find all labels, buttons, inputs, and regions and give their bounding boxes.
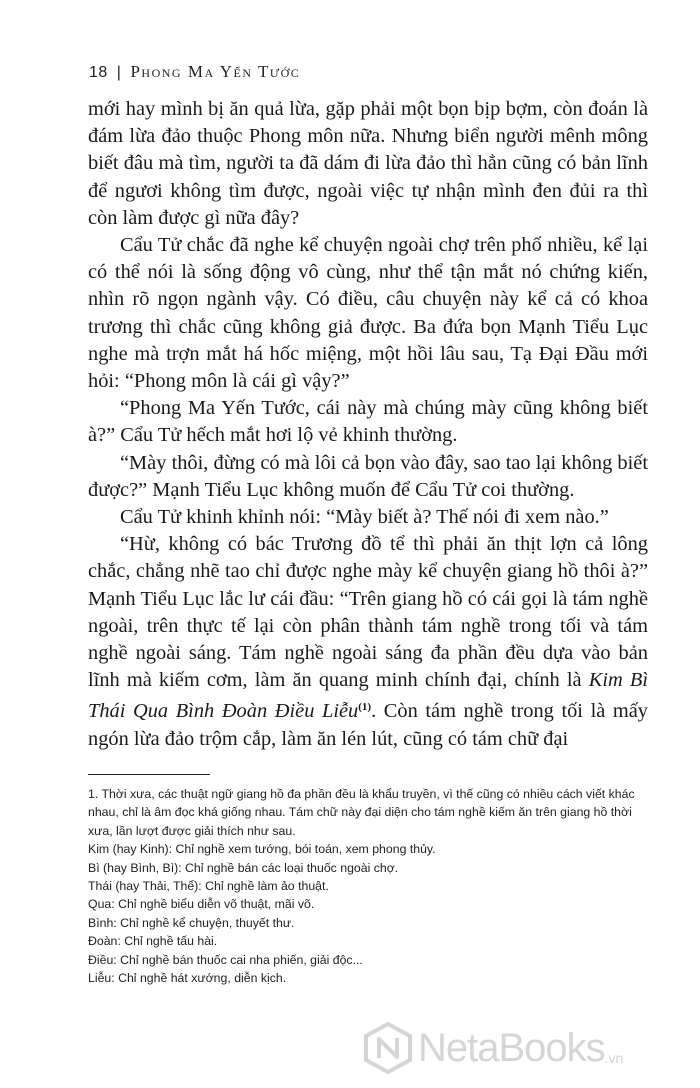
footnote-rule <box>88 774 210 775</box>
footnote-line: Thái (hay Thải, Thể): Chỉ nghề làm ảo thuật. <box>88 879 329 894</box>
paragraph-3: “Phong Ma Yến Tước, cái này mà chúng mày cũng không biết à?” Cẩu Tử hếch mắt hơi lộ vẻ khinh thường. <box>88 397 648 447</box>
netabooks-logo-icon <box>362 1022 414 1074</box>
page-number: 18 <box>89 64 108 81</box>
header-separator: | <box>116 64 122 81</box>
watermark-tld: .vn <box>604 1050 624 1066</box>
paragraph-4: “Mày thôi, đừng có mà lôi cả bọn vào đây, sao tao lại không biết được?” Mạnh Tiểu Lục không muốn để Cẩu Tử coi thường. <box>88 451 648 501</box>
footnote-line: Điều: Chỉ nghề bán thuốc cai nha phiến, giải độc... <box>88 952 363 967</box>
body-text <box>88 96 648 753</box>
watermark-brand: NetaBooks <box>418 1025 605 1070</box>
footnote-line: Bình: Chỉ nghề kể chuyện, thuyết thư. <box>88 915 295 930</box>
paragraph-5: Cẩu Tử khinh khỉnh nói: “Mày biết à? Thế nói đi xem nào.” <box>120 506 609 529</box>
running-header <box>89 62 300 82</box>
footnotes <box>88 785 648 987</box>
footnote-line: Kim (hay Kinh): Chỉ nghề xem tướng, bói toán, xem phong thủy. <box>88 842 436 857</box>
paragraph-6 <box>88 531 648 753</box>
paragraph-1: mới hay mình bị ăn quả lừa, gặp phải một bọn bịp bợm, còn đoán là đám lừa đảo thuộc Phong môn nữa. Nhưng biển người mênh mông biết đâu mà tìm, người ta đã dám đi lừa đảo thì hẳn cũng có bản lĩnh để ngươi không tìm được, ngoài việc tự nhận mình đen đủi ra thì còn làm được gì nữa đây? <box>88 98 648 229</box>
book-title: Phong Ma Yến Tước <box>130 62 301 81</box>
footnote-line: Qua: Chỉ nghề biểu diễn võ thuật, mãi võ. <box>88 897 315 912</box>
italic-term: Kim Bì Thái Qua Bình Đoàn Điều Liễu <box>88 669 648 723</box>
paragraph-6-end: . Còn tám nghề trong tối là mấy ngón lừa đảo trộm cắp, làm ăn lén lút, cũng có tám chữ đại <box>88 700 648 750</box>
footnote-ref: (1) <box>358 701 372 714</box>
paragraph-6-start: “Hừ, không có bác Trương đồ tể thì phải ăn thịt lợn cả lông chắc, chẳng nhẽ tao chỉ được nghe mày kể chuyện giang hồ thôi à?” Mạnh Tiểu Lục lắc lư cái đầu: “Trên giang hồ có cái gọi là tám nghề ngoài, trên thực tế lại còn phân thành tám nghề trong tối và tám nghề ngoài sáng. Tám nghề ngoài sáng đa phần đều dựa vào bản lĩnh mà kiếm cơm, làm ăn quang minh chính đại, chính là <box>88 533 648 692</box>
footnote-line: Bì (hay Bình, Bì): Chỉ nghề bán các loại thuốc ngoài chợ. <box>88 860 399 875</box>
watermark <box>362 1020 692 1076</box>
footnote-line: Liễu: Chỉ nghề hát xướng, diễn kịch. <box>88 971 287 986</box>
footnote-line: Đoàn: Chỉ nghề tấu hài. <box>88 934 218 949</box>
footnote-line: 1. Thời xưa, các thuật ngữ giang hồ đa phần đều là khẩu truyền, vì thế cũng có nhiều cách viết khác nhau, chỉ là âm đọc khá giống nhau. Tám chữ này đại diện cho tám nghề kiếm ăn trên giang hồ thời xưa, lần lượt được giải thích như sau. <box>88 787 635 838</box>
paragraph-2: Cẩu Tử chắc đã nghe kể chuyện ngoài chợ trên phố nhiều, kể lại có thể nói là sống động vô cùng, như thể tận mắt nó chứng kiến, nhìn rõ ngọn ngành vậy. Có điều, câu chuyện này kể cả có khoa trương thì chắc cũng không giả được. Ba đứa bọn Mạnh Tiểu Lục nghe mà trợn mắt há hốc miệng, một hồi lâu sau, Tạ Đại Đầu mới hỏi: “Phong môn là cái gì vậy?” <box>88 234 648 393</box>
